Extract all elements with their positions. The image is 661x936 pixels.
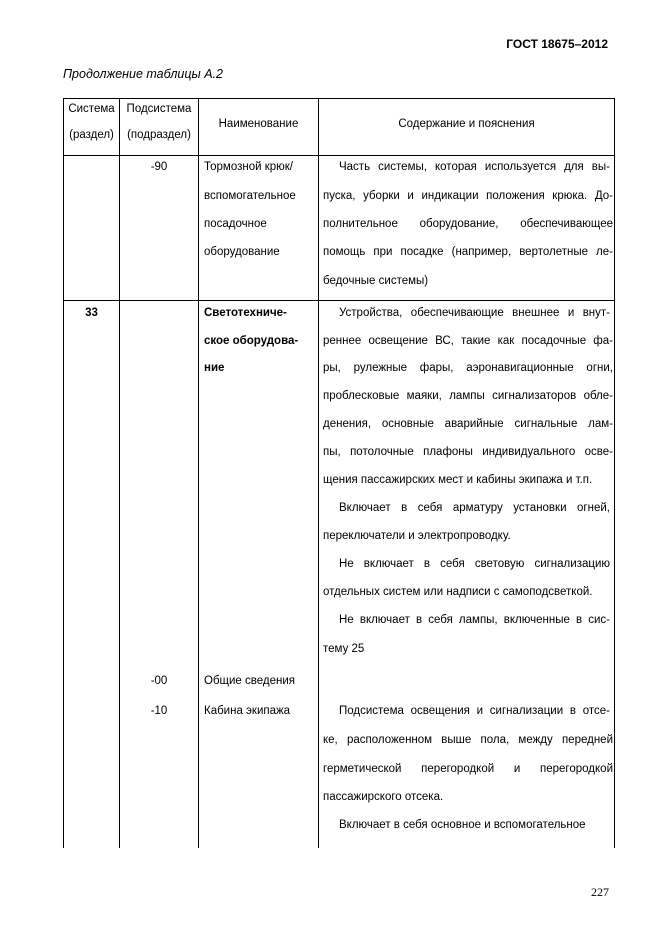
row-33-content-line: Включает в себя арматуру установки огней, — [339, 502, 610, 514]
row-10-subsystem: -10 — [150, 705, 168, 717]
row-33-content-line: Не включает в себя световую сигнализацию — [339, 558, 610, 570]
col-border-4 — [614, 98, 615, 848]
row-10-content-line: ке, расположенном выше пола, между передней — [323, 734, 613, 746]
header-content: Содержание и пояснения — [398, 118, 535, 130]
document-code: ГОСТ 18675–2012 — [506, 37, 608, 51]
header-name: Наименование — [218, 118, 299, 130]
header-subsystem-sub: (подраздел) — [127, 129, 191, 141]
table-caption: Продолжение таблицы А.2 — [63, 67, 223, 81]
row-10-content-line: Включает в себя основное и вспомогательное — [339, 819, 586, 831]
row-90-name-line: оборудование — [204, 246, 280, 258]
row-10-content-line: герметической перегородкой и перегородкой — [323, 763, 613, 775]
row-33-content-line: проблесковые маяки, лампы сигнализаторов обле- — [323, 390, 613, 402]
row-separator — [63, 300, 615, 301]
row-33-system: 33 — [85, 307, 98, 319]
row-10-content-line: пассажирского отсека. — [323, 791, 444, 803]
row-33-content-line: денения, основные аварийные сигнальные лам- — [323, 418, 613, 430]
row-90-content-line: бедочные системы) — [323, 275, 429, 287]
page-number: 227 — [591, 885, 609, 899]
header-system: Система — [68, 103, 115, 115]
row-33-name-line: ние — [204, 362, 225, 374]
row-90-content-line: Часть системы, которая используется для вы- — [339, 161, 610, 173]
row-90-name-line: посадочное — [204, 218, 267, 230]
header-subsystem: Подсистема — [126, 103, 192, 115]
row-33-content-line: пы, потолочные плафоны индивидуального осве- — [323, 446, 613, 458]
row-90-content-line: пуска, уборки и индикации положения крюка. До- — [323, 190, 613, 202]
row-33-name-line: Светотехниче- — [204, 307, 287, 319]
row-90-content-line: помощь при посадке (например, вертолетные ле- — [323, 246, 613, 258]
col-border-3 — [318, 98, 319, 848]
row-33-content-line: реннее освещение ВС, такие как посадочные фа- — [323, 335, 613, 347]
row-33-content-line: Устройства, обеспечивающие внешнее и внут- — [339, 307, 610, 319]
row-00-subsystem: -00 — [150, 675, 168, 687]
col-border-0 — [63, 98, 64, 848]
row-33-content-line: переключатели и электропроводку. — [323, 530, 511, 542]
table-header-border — [63, 155, 615, 156]
col-border-1 — [119, 98, 120, 848]
row-10-content-line: Подсистема освещения и сигнализации в отсе- — [339, 705, 610, 717]
row-00-name: Общие сведения — [204, 675, 295, 687]
header-system-sub: (раздел) — [69, 129, 114, 141]
row-33-content-line: отдельных систем или надписи с самоподсветкой. — [323, 586, 593, 598]
row-33-content-line: щения пассажирских мест и кабины экипажа и т.п. — [323, 474, 593, 486]
row-33-content-line: ры, рулежные фары, аэронавигационные огни, — [323, 362, 613, 374]
row-90-subsystem: -90 — [150, 161, 168, 173]
row-33-name-line: ское оборудова- — [204, 335, 299, 347]
table-top-border — [63, 98, 615, 99]
row-10-name: Кабина экипажа — [204, 705, 291, 717]
row-90-content-line: полнительное оборудование, обеспечивающее — [323, 218, 613, 230]
row-33-content-line: Не включает в себя лампы, включенные в сис- — [339, 614, 610, 626]
row-90-name-line: вспомогательное — [204, 190, 296, 202]
row-90-name-line: Тормозной крюк/ — [204, 161, 294, 173]
col-border-2 — [198, 98, 199, 848]
row-33-content-line: тему 25 — [323, 643, 365, 655]
